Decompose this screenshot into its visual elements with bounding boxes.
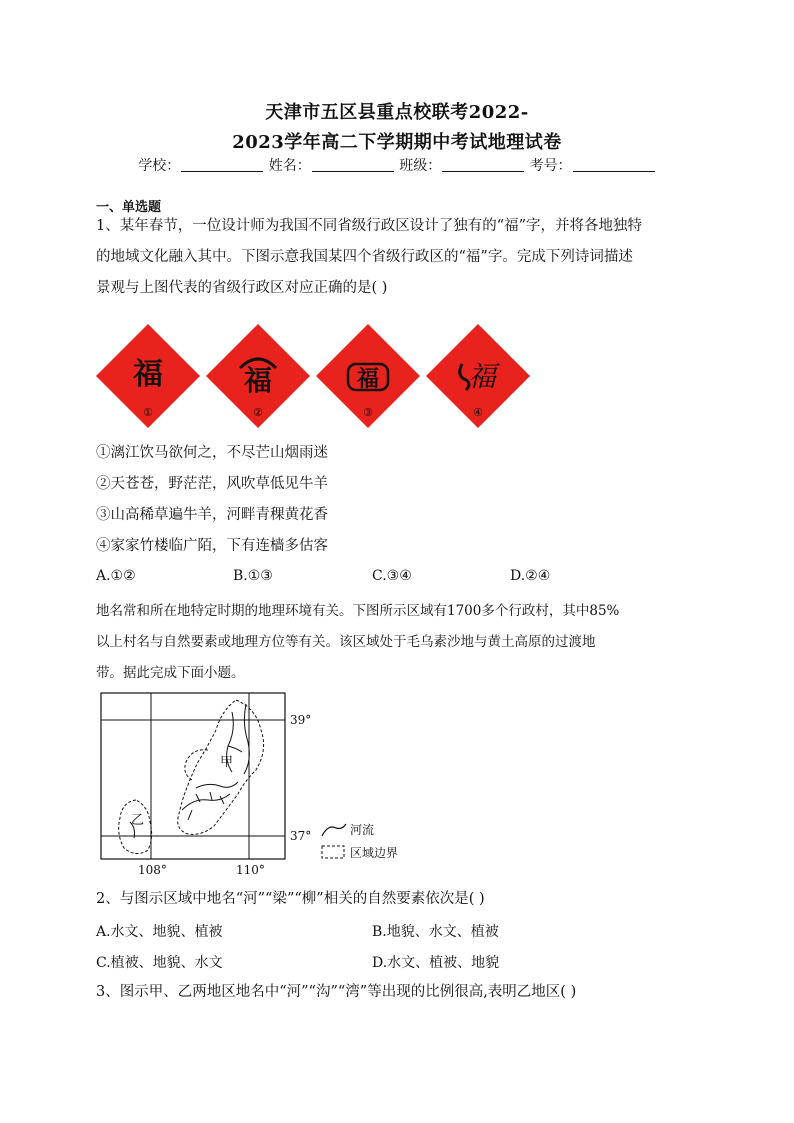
name-label: 姓名：: [268, 158, 311, 174]
fu-number-3: ③: [363, 406, 373, 419]
fu-glyph-4: 福: [467, 360, 497, 393]
passage-line1: 地名常和所在地特定时期的地理环境有关。下图所示区域有1700多个行政村，其中85%: [96, 603, 620, 619]
boundary-legend-icon: [322, 846, 344, 858]
fu-card-1: [96, 324, 200, 428]
fu-card-4: [426, 324, 530, 428]
q1-option-b[interactable]: B.①③: [233, 568, 273, 584]
region-map: [96, 690, 416, 880]
q2-option-a[interactable]: A.水文、地貌、植被: [96, 924, 223, 940]
q3-stem: 3、图示甲、乙两地区地名中“河”“沟”“湾”等出现的比例很高,表明乙地区( ): [96, 984, 577, 1000]
lon-label-108: 108°: [138, 863, 167, 877]
passage-line2: 以上村名与自然要素或地理方位等有关。该区域处于毛乌素沙地与黄土高原的过渡地: [96, 634, 596, 650]
examno-blank[interactable]: [573, 157, 655, 172]
student-info-line: [0, 155, 794, 175]
school-blank[interactable]: [181, 157, 263, 172]
legend-river-label: 河流: [350, 823, 375, 837]
region-label-jia: 甲: [220, 755, 234, 770]
q2-option-d[interactable]: D.水文、植被、地貌: [372, 955, 500, 971]
exam-title-line1: 天津市五区县重点校联考2022-: [265, 102, 529, 123]
fu-number-1: ①: [143, 406, 153, 419]
q2-stem: 2、与图示区域中地名“河”“梁”“柳”相关的自然要素依次是( ): [96, 891, 485, 907]
exam-title-line2: 2023学年高二下学期期中考试地理试卷: [232, 132, 562, 153]
q1-stem-line3: 景观与上图代表的省级行政区对应正确的是( ): [96, 280, 388, 296]
poem-4: ④家家竹楼临广陌，下有连樯多估客: [96, 538, 328, 554]
class-label: 班级：: [399, 158, 442, 174]
poem-1: ①漓江饮马欲何之，不尽芒山烟雨迷: [96, 445, 328, 461]
q1-stem-line1: 1、某年春节，一位设计师为我国不同省级行政区设计了独有的“福”字，并将各地独特: [96, 218, 643, 234]
lon-label-110: 110°: [236, 863, 265, 877]
school-label: 学校：: [138, 158, 181, 174]
q1-option-c[interactable]: C.③④: [372, 568, 412, 584]
fu-card-2: [206, 324, 310, 428]
fu-glyph-2: 福: [243, 364, 273, 397]
lat-label-39: 39°: [290, 713, 312, 727]
lat-label-37: 37°: [290, 829, 312, 843]
q1-option-d[interactable]: D.②④: [510, 568, 551, 584]
legend-boundary-label: 区域边界: [350, 846, 399, 860]
passage-line3: 带。据此完成下面小题。: [96, 665, 245, 681]
fu-glyph-3: 福: [356, 367, 380, 392]
q1-option-a[interactable]: A.①②: [96, 568, 136, 584]
class-blank[interactable]: [442, 157, 524, 172]
examno-label: 考号：: [529, 158, 572, 174]
section-heading: 一、单选题: [96, 200, 162, 215]
q2-option-c[interactable]: C.植被、地貌、水文: [96, 955, 223, 971]
q2-option-b[interactable]: B.地貌、水文、植被: [372, 924, 499, 940]
poem-2: ②天苍苍，野茫茫，风吹草低见牛羊: [96, 476, 328, 492]
q1-stem-line2: 的地域文化融入其中。下图示意我国某四个省级行政区的“福”字。完成下列诗词描述: [96, 249, 633, 265]
fu-glyph-1: 福: [133, 357, 163, 392]
region-label-yi: 乙: [131, 813, 145, 828]
fu-number-4: ④: [473, 406, 483, 419]
name-blank[interactable]: [312, 157, 394, 172]
poem-3: ③山高稀草遍牛羊，河畔青稞黄花香: [96, 507, 328, 523]
fu-card-3: [316, 324, 420, 428]
river-legend-icon: [322, 824, 346, 836]
fu-number-2: ②: [253, 406, 263, 419]
